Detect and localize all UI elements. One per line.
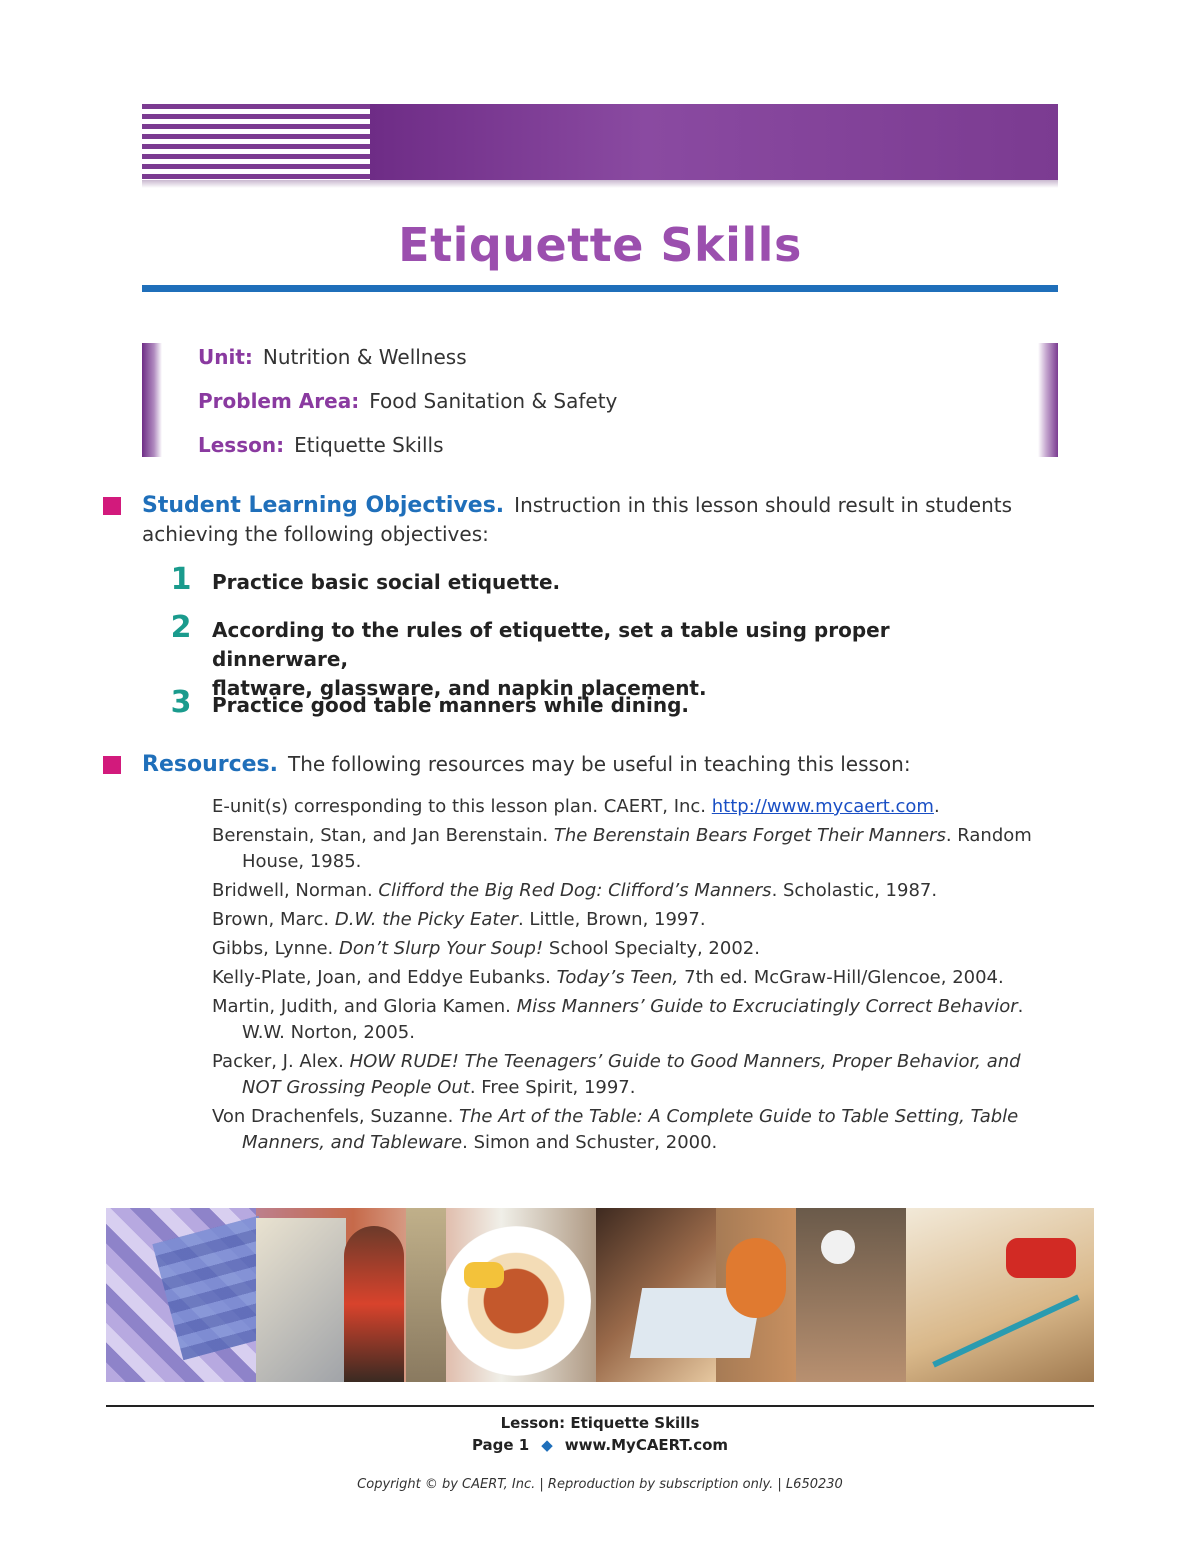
resources-intro-text: The following resources may be useful in teaching this lesson:: [288, 752, 911, 776]
objective-number: 3: [170, 685, 192, 720]
footer-rule: [106, 1405, 1094, 1407]
left-bracket-decoration: [142, 343, 162, 457]
unit-value: Nutrition & Wellness: [262, 345, 467, 369]
page-title: Etiquette Skills: [398, 218, 802, 272]
resource-item: Gibbs, Lynne. Don’t Slurp Your Soup! School Specialty, 2002.: [212, 938, 760, 959]
right-bracket-decoration: [1038, 343, 1058, 457]
diamond-icon: ◆: [541, 1436, 553, 1454]
objective-text-line1: According to the rules of etiquette, set a table using proper dinnerware,: [212, 618, 890, 671]
resources-heading: Resources.: [142, 752, 278, 777]
resource-item: Berenstain, Stan, and Jan Berenstain. The Berenstain Bears Forget Their Manners. Random House, 1985.: [212, 825, 1032, 872]
footer-copyright: Copyright © by CAERT, Inc. | Reproduction by subscription only. | L650230: [357, 1477, 843, 1492]
resource-item: Von Drachenfels, Suzanne. The Art of the Table: A Complete Guide to Table Setting, Table Manners, and Tableware. Simon and Schuster, 2000.: [212, 1106, 1019, 1153]
objectives-heading: Student Learning Objectives.: [142, 493, 505, 518]
problem-area-value: Food Sanitation & Safety: [369, 389, 618, 413]
resource-item: Bridwell, Norman. Clifford the Big Red Dog: Clifford’s Manners. Scholastic, 1987.: [212, 880, 938, 901]
resource-item: Kelly-Plate, Joan, and Eddye Eubanks. Today’s Teen, 7th ed. McGraw-Hill/Glencoe, 2004.: [212, 967, 1004, 988]
objective-text: Practice basic social etiquette.: [212, 570, 561, 594]
header-stripe-band: [142, 104, 1058, 188]
objective-item: [212, 616, 1012, 703]
resource-item: Martin, Judith, and Gloria Kamen. Miss Manners’ Guide to Excruciatingly Correct Behavior. W.W. Norton, 2005.: [212, 996, 1024, 1043]
problem-area-row: [198, 389, 617, 413]
photo-collage-banner: [106, 1208, 1094, 1382]
objective-text-line2: flatware, glassware, and napkin placement.: [212, 676, 707, 700]
lesson-row: [198, 433, 444, 457]
resource-list: [0, 794, 1200, 1159]
objective-item: [212, 568, 1012, 597]
resource-item: Packer, J. Alex. HOW RUDE! The Teenagers’ Guide to Good Manners, Proper Behavior, and NOT Grossing People Out. Free Spirit, 1997.: [212, 1051, 1021, 1098]
objective-text: Practice good table manners while dining.: [212, 693, 689, 717]
lesson-value: Etiquette Skills: [294, 433, 444, 457]
objectives-intro-line2: achieving the following objectives:: [142, 522, 489, 546]
objective-item: [212, 691, 1012, 720]
title-rule: [142, 285, 1058, 292]
objectives-intro-line1: Instruction in this lesson should result in students: [514, 493, 1013, 517]
lesson-label: Lesson:: [198, 433, 285, 457]
resource-item: Brown, Marc. D.W. the Picky Eater. Little, Brown, 1997.: [212, 909, 706, 930]
resources-intro: [142, 750, 1062, 779]
footer-page-number: Page 1: [471, 1436, 530, 1454]
mycaert-link[interactable]: http://www.mycaert.com: [711, 796, 934, 817]
resource-item: E-unit(s) corresponding to this lesson plan. CAERT, Inc. http://www.mycaert.com.: [212, 796, 940, 817]
footer-site: www.MyCAERT.com: [564, 1436, 729, 1454]
footer-lesson: Lesson: Etiquette Skills: [500, 1414, 700, 1432]
footer-page-line: [0, 1436, 1200, 1454]
unit-label: Unit:: [198, 345, 253, 369]
objective-number: 1: [170, 562, 192, 597]
resources-bullet-icon: [103, 756, 121, 774]
objectives-bullet-icon: [103, 497, 121, 515]
unit-row: [198, 345, 467, 369]
objectives-intro: [142, 491, 1062, 520]
objective-number: 2: [170, 610, 192, 645]
problem-area-label: Problem Area:: [198, 389, 360, 413]
